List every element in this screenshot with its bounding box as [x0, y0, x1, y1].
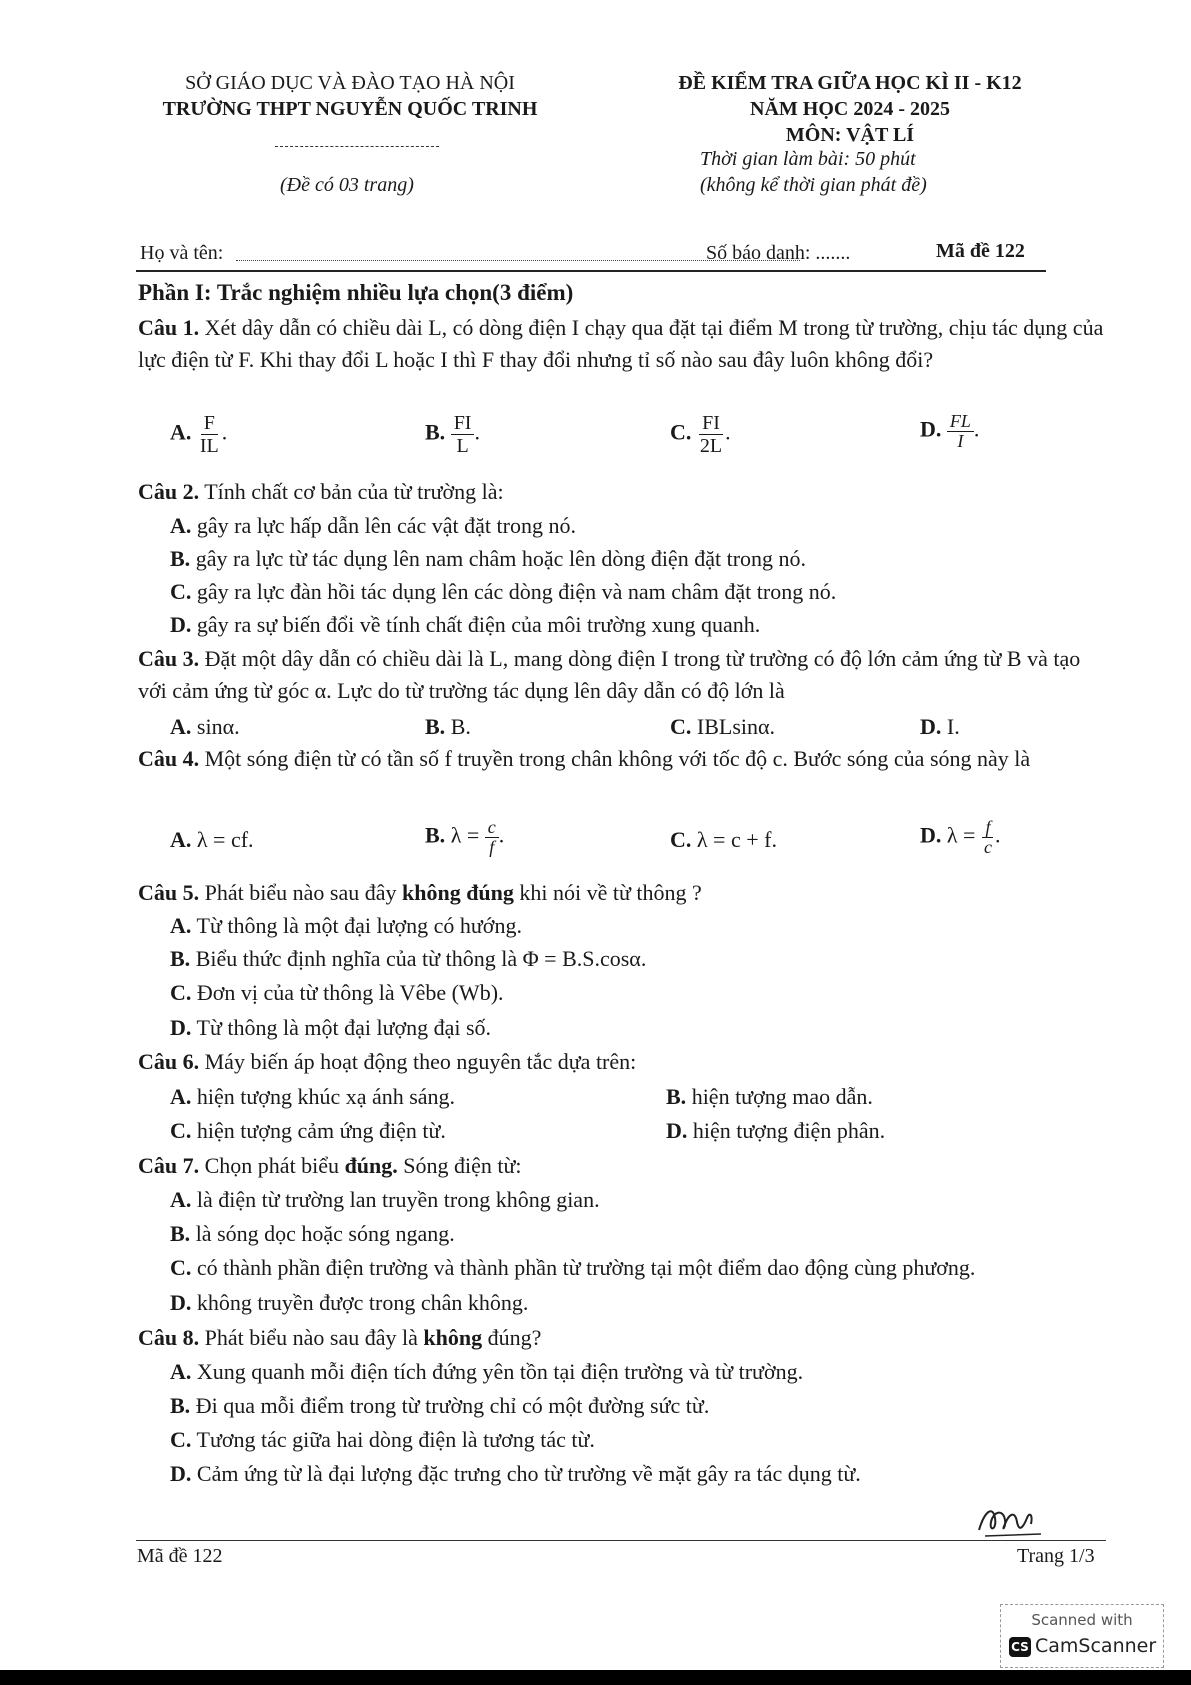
question-text: Một sóng điện từ có tần số f truyền trong chân không với tốc độ c. Bước sóng của sóng này là: [204, 746, 1031, 771]
question-3: [138, 643, 1108, 707]
q3-option-c[interactable]: C. IBLsinα.: [670, 714, 776, 739]
time-note: (không kể thời gian phát đề): [700, 174, 927, 196]
question-text: Đặt một dây dẫn có chiều dài là L, mang dòng điện I trong từ trường có độ lớn cảm ứng từ B và tạo với cảm ứng từ góc α. Lực do từ trường tác dụng lên dây dẫn có độ lớn là: [138, 646, 1081, 703]
q7-option-d[interactable]: D. không truyền được trong chân không.: [170, 1290, 529, 1315]
question-text: Máy biến áp hoạt động theo nguyên tắc dựa trên:: [204, 1049, 637, 1074]
question-number: Câu 3.: [138, 646, 200, 671]
q1-option-d[interactable]: D. $\frac{FL}{I}$ .: [920, 411, 980, 451]
exam-title: ĐỀ KIỂM TRA GIỮA HỌC KÌ II - K12: [678, 72, 1022, 94]
q2-option-a[interactable]: A. gây ra lực hấp dẫn lên các vật đặt trong nó.: [170, 513, 576, 538]
q5-option-c[interactable]: C. Đơn vị của từ thông là Vêbe (Wb).: [170, 980, 504, 1005]
scanner-watermark: [1000, 1604, 1164, 1668]
q5-option-a[interactable]: A. Từ thông là một đại lượng có hướng.: [170, 913, 522, 938]
exam-header: [640, 70, 1060, 148]
page-number: Trang 1/3: [1017, 1545, 1095, 1567]
watermark-caption: Scanned with: [1031, 1611, 1133, 1629]
question-number: Câu 6.: [138, 1049, 200, 1074]
q2-option-b[interactable]: B. gây ra lực từ tác dụng lên nam châm hoặc lên dòng điện đặt trong nó.: [170, 546, 807, 571]
q2-option-c[interactable]: C. gây ra lực đàn hồi tác dụng lên các dòng điện và nam châm đặt trong nó.: [170, 579, 837, 604]
q5-option-d[interactable]: D. Từ thông là một đại lượng đại số.: [170, 1015, 492, 1040]
time-limit: Thời gian làm bài: 50 phút: [700, 148, 916, 170]
q4-option-d[interactable]: D. λ = $\frac{f}{c}$ .: [920, 817, 1001, 857]
q6-option-a[interactable]: A. hiện tượng khúc xạ ánh sáng.: [170, 1084, 456, 1109]
q4-option-a[interactable]: A. λ = cf.: [170, 827, 254, 852]
fraction: $\frac{FI}{2L}$: [699, 412, 723, 457]
question-7: Câu 7. Chọn phát biểu đúng. Sóng điện từ:: [138, 1153, 522, 1178]
q7-option-a[interactable]: A. là điện từ trường lan truyền trong không gian.: [170, 1187, 600, 1212]
q1-option-c[interactable]: C. $\frac{FI}{2L}$ .: [670, 412, 731, 457]
page-count-note: (Đề có 03 trang): [280, 174, 414, 196]
q1-option-b[interactable]: B. $\frac{FI}{L}$ .: [425, 412, 480, 457]
student-info-row: [140, 240, 1037, 268]
q4-option-b[interactable]: B. λ = $\frac{c}{f}$ .: [425, 817, 505, 857]
q3-option-a[interactable]: A. sinα.: [170, 714, 240, 739]
fraction: $\frac{c}{f}$: [485, 818, 499, 857]
q2-option-d[interactable]: D. gây ra sự biến đổi về tính chất điện của môi trường xung quanh.: [170, 612, 761, 637]
question-5: Câu 5. Phát biểu nào sau đây không đúng khi nói về từ thông ?: [138, 880, 702, 905]
q3-option-b[interactable]: B. B.: [425, 714, 471, 739]
question-text: Xét dây dẫn có chiều dài L, có dòng điện I chạy qua đặt tại điểm M trong từ trường, chịu tác dụng của lực điện từ F. Khi thay đổi L hoặc I thì F thay đổi nhưng tỉ số nào sau đây luôn không đổi?: [138, 315, 1104, 372]
q4-option-c[interactable]: C. λ = c + f.: [670, 827, 777, 852]
school-year: NĂM HỌC 2024 - 2025: [750, 98, 950, 120]
q3-option-d[interactable]: D. I.: [920, 714, 960, 739]
question-number: Câu 2.: [138, 479, 200, 504]
question-number: Câu 7.: [138, 1153, 200, 1178]
q8-option-b[interactable]: B. Đi qua mỗi điểm trong từ trường chỉ có một đường sức từ.: [170, 1393, 710, 1418]
question-number: Câu 5.: [138, 880, 200, 905]
school-header: [140, 70, 560, 122]
option-letter: B.: [425, 419, 446, 445]
header-divider: [275, 146, 439, 148]
question-8: Câu 8. Phát biểu nào sau đây là không đúng?: [138, 1325, 542, 1350]
footer-rule: [136, 1540, 1106, 1541]
fraction: $\frac{F}{IL}$: [199, 412, 219, 457]
option-letter: A.: [170, 419, 192, 445]
q5-option-b[interactable]: B. Biểu thức định nghĩa của từ thông là Φ = B.S.cosα.: [170, 946, 647, 971]
camscanner-icon: CS: [1009, 1637, 1031, 1657]
q8-option-a[interactable]: A. Xung quanh mỗi điện tích đứng yên tồn tại điện trường và từ trường.: [170, 1359, 804, 1384]
question-number: Câu 1.: [138, 315, 200, 340]
section-title: Phần I: Trắc nghiệm nhiều lựa chọn(3 điểm): [138, 280, 574, 305]
fraction: $\frac{FI}{L}$: [451, 412, 475, 457]
fraction: $\frac{f}{c}$: [983, 817, 992, 857]
q8-option-c[interactable]: C. Tương tác giữa hai dòng điện là tương tác từ.: [170, 1427, 595, 1452]
exam-code: Mã đề 122: [936, 240, 1025, 262]
q1-option-a[interactable]: A. $\frac{F}{IL}$ .: [170, 412, 228, 457]
q8-option-d[interactable]: D. Cảm ứng từ là đại lượng đặc trưng cho từ trường về mặt gây ra tác dụng từ.: [170, 1461, 861, 1486]
department-name: SỞ GIÁO DỤC VÀ ĐÀO TẠO HÀ NỘI: [185, 72, 515, 94]
q7-option-c[interactable]: C. có thành phần điện trường và thành phần từ trường tại một điểm dao động cùng phương.: [170, 1255, 976, 1280]
q6-option-c[interactable]: C. hiện tượng cảm ứng điện từ.: [170, 1118, 446, 1143]
watermark-brand: CS CamScanner: [1009, 1635, 1156, 1657]
q7-option-b[interactable]: B. là sóng dọc hoặc sóng ngang.: [170, 1221, 455, 1246]
bottom-border: [0, 1670, 1191, 1685]
question-6: [138, 1046, 1108, 1078]
fraction: $\frac{FL}{I}$: [947, 412, 974, 451]
q6-option-d[interactable]: D. hiện tượng điện phân.: [666, 1118, 886, 1143]
header-rule: [136, 270, 1046, 272]
question-text: Tính chất cơ bản của từ trường là:: [204, 479, 504, 504]
candidate-number-label: Số báo danh: .......: [706, 242, 851, 264]
footer-exam-code: Mã đề 122: [137, 1545, 223, 1567]
question-1: [138, 312, 1108, 376]
subject: MÔN: VẬT LÍ: [785, 124, 915, 146]
school-name: TRƯỜNG THPT NGUYỄN QUỐC TRINH: [162, 98, 538, 120]
q6-option-b[interactable]: B. hiện tượng mao dẫn.: [666, 1084, 873, 1109]
question-2: [138, 476, 1108, 508]
question-4: [138, 743, 1108, 775]
option-letter: C.: [670, 419, 692, 445]
question-number: Câu 8.: [138, 1325, 200, 1350]
question-number: Câu 4.: [138, 746, 200, 771]
name-label: Họ và tên:: [140, 242, 224, 264]
signature-icon: [975, 1500, 1045, 1540]
option-letter: D.: [920, 416, 942, 442]
